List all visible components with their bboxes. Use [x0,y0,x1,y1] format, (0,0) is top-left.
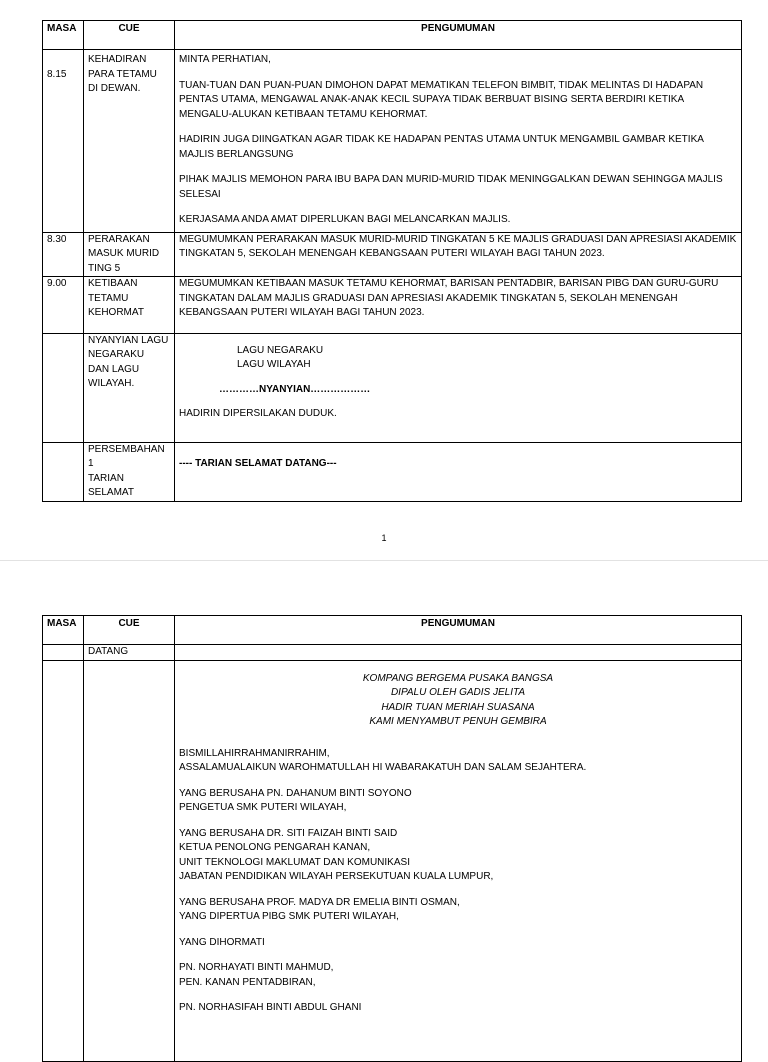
table-row [43,660,742,1061]
salutation-line: YANG DIHORMATI [179,936,265,948]
masa-cell [43,232,84,277]
page-number: 1 [381,533,387,543]
masa-time: 8.30 [47,233,67,245]
salutation-line: ASSALAMUALAIKUN WAROHMATULLAH HI WABARAKATUH DAN SALAM SEJAHTERA. [179,762,587,773]
lagu-wilayah-text: LAGU WILAYAH [237,359,311,370]
cue-line: PERARAKAN [88,233,150,245]
pantun-line: HADIR TUAN MERIAH SUASANA [381,701,535,713]
header-pengumuman: PENGUMUMAN [175,616,742,645]
tarian-heading: ---- TARIAN SELAMAT DATANG--- [179,458,337,469]
pengumuman-cell [175,50,742,233]
salutation-line: PN. NORHAYATI BINTI MAHMUD, [179,962,334,973]
cue-cell [84,232,175,277]
announcement-text: PIHAK MAJLIS MEMOHON PARA IBU BAPA DAN MURID-MURID TIDAK MENINGGALKAN DEWAN SEHINGGA MAJLIS SELESAI [179,174,723,200]
cue-line: DI DEWAN. [88,83,141,94]
salutation-line: PEN. KANAN PENTADBIRAN, [179,976,316,988]
salutation-block [179,747,737,776]
header-cue: CUE [84,21,175,50]
cue-line: WILAYAH. [88,378,135,389]
header-masa: MASA [43,21,84,50]
cue-line: DAN LAGU [88,363,140,375]
masa-cell [43,333,84,442]
pantun-line: KAMI MENYAMBUT PENUH GEMBIRA [369,716,547,727]
table-row [43,232,742,277]
header-pengumuman: PENGUMUMAN [175,21,742,50]
cue-cell: DATANG [84,645,175,661]
pengumuman-cell [175,277,742,334]
cue-line: MASUK MURID [88,248,160,259]
salutation-line: PENGETUA SMK PUTERI WILAYAH, [179,802,347,813]
document-page-2 [0,560,768,1025]
cue-line: NEGARAKU [88,349,145,360]
salutation-line: BISMILLAHIRRAHMANIRRAHIM, [179,747,330,759]
pengumuman-cell [175,645,742,661]
table-row [43,645,742,661]
pengumuman-cell [175,442,742,501]
cue-line: PARA TETAMU [88,68,157,80]
salutation-line: YANG BERUSAHA DR. SITI FAIZAH BINTI SAID [179,827,398,839]
announcement-text: MEGUMUMKAN PERARAKAN MASUK MURID-MURID TINGKATAN 5 KE MAJLIS GRADUASI DAN APRESIASI AKADEMIK TINGKATAN 5, SEKOLAH MENENGAH KEBANGSAAN PUTERI WILAYAH BAGI TAHUN 2023. [179,233,737,259]
pantun-verse [179,672,737,730]
cue-line: TARIAN [88,472,124,484]
cue-cell [84,442,175,501]
announcement-text: KERJASAMA ANDA AMAT DIPERLUKAN BAGI MELANCARKAN MAJLIS. [179,214,511,225]
salutation-block [179,1001,737,1016]
masa-cell [43,442,84,501]
cue-cell [84,50,175,233]
cue-line: KEHORMAT [88,307,144,318]
salutation-line: JABATAN PENDIDIKAN WILAYAH PERSEKUTUAN KUALA LUMPUR, [179,871,494,882]
salutation-line: KETUA PENOLONG PENGARAH KANAN, [179,842,371,853]
cue-cell [84,660,175,1061]
masa-cell [43,660,84,1061]
cue-line: KETIBAAN [88,278,138,289]
cue-line: SELAMAT [88,487,134,498]
pantun-line: KOMPANG BERGEMA PUSAKA BANGSA [362,672,554,684]
table-row [43,333,742,442]
table-header-row [43,616,742,645]
cue-cell [84,277,175,334]
salutation-line: YANG BERUSAHA PROF. MADYA DR EMELIA BINTI OSMAN, [179,896,460,908]
masa-time: 9.00 [47,278,67,289]
table-header-row [43,21,742,50]
announcement-text: TUAN-TUAN DAN PUAN-PUAN DIMOHON DAPAT MEMATIKAN TELEFON BIMBIT, TIDAK MELINTAS DI HADAPAN PENTAS UTAMA, MENGAWAL ANAK-ANAK KECIL SUPAYA TIDAK BERBUAT BISING SERTA BERDIRI KETIKA MENGALU-ALUKAN KETIBAAN TETAMU KEHORMAT. [179,79,704,120]
salutation-block [179,787,737,816]
masa-cell [43,50,84,233]
salutation-line: YANG DIPERTUA PIBG SMK PUTERI WILAYAH, [179,911,399,922]
pengumuman-cell [175,333,742,442]
pengumuman-cell [175,660,742,1061]
announcement-text: HADIRIN JUGA DIINGATKAN AGAR TIDAK KE HADAPAN PENTAS UTAMA UNTUK MENGAMBIL GAMBAR KETIKA MAJLIS BERLANGSUNG [179,134,704,160]
cue-line: 1 [88,458,94,469]
header-masa: MASA [43,616,84,645]
masa-cell [43,645,84,661]
table-row [43,442,742,501]
table-row [43,277,742,334]
salutation-block [179,827,737,885]
announcement-text: MEGUMUMKAN KETIBAAN MASUK TETAMU KEHORMAT, BARISAN PENTADBIR, BARISAN PIBG DAN GURU-GURU TINGKATAN DALAM MAJLIS GRADUASI DAN APRESIASI AKADEMIK TINGKATAN 5, SEKOLAH MENENGAH KEBANGSAAN PUTERI WILAYAH BAGI TAHUN 2023. [179,278,719,318]
cue-cell [84,333,175,442]
cue-line: KEHADIRAN [88,54,147,65]
pengumuman-cell [175,232,742,277]
cue-line: PERSEMBAHAN [88,443,165,455]
masa-time: 8.15 [47,68,67,80]
salutation-block [179,961,737,990]
salutation-line: PN. NORHASIFAH BINTI ABDUL GHANI [179,1002,362,1013]
salutation-line: UNIT TEKNOLOGI MAKLUMAT DAN KOMUNIKASI [179,856,410,868]
announcement-text: MINTA PERHATIAN, [179,54,271,65]
masa-cell [43,277,84,334]
cue-line: TETAMU [88,292,129,304]
pantun-line: DIPALU OLEH GADIS JELITA [390,687,526,698]
cue-line: TING 5 [88,262,121,274]
schedule-table-page-1 [42,20,742,502]
header-cue: CUE [84,616,175,645]
salutation-line: YANG BERUSAHA PN. DAHANUM BINTI SOYONO [179,787,412,799]
lagu-negaraku-text: LAGU NEGARAKU [237,344,324,356]
salutation-block [179,936,737,951]
schedule-table-page-2 [42,615,742,1062]
table-row [43,50,742,233]
cue-line: NYANYIAN LAGU [88,334,169,346]
nyanyian-heading: …………NYANYIAN……………… [219,383,371,395]
duduk-text: HADIRIN DIPERSILAKAN DUDUK. [179,408,337,419]
salutation-block [179,896,737,925]
